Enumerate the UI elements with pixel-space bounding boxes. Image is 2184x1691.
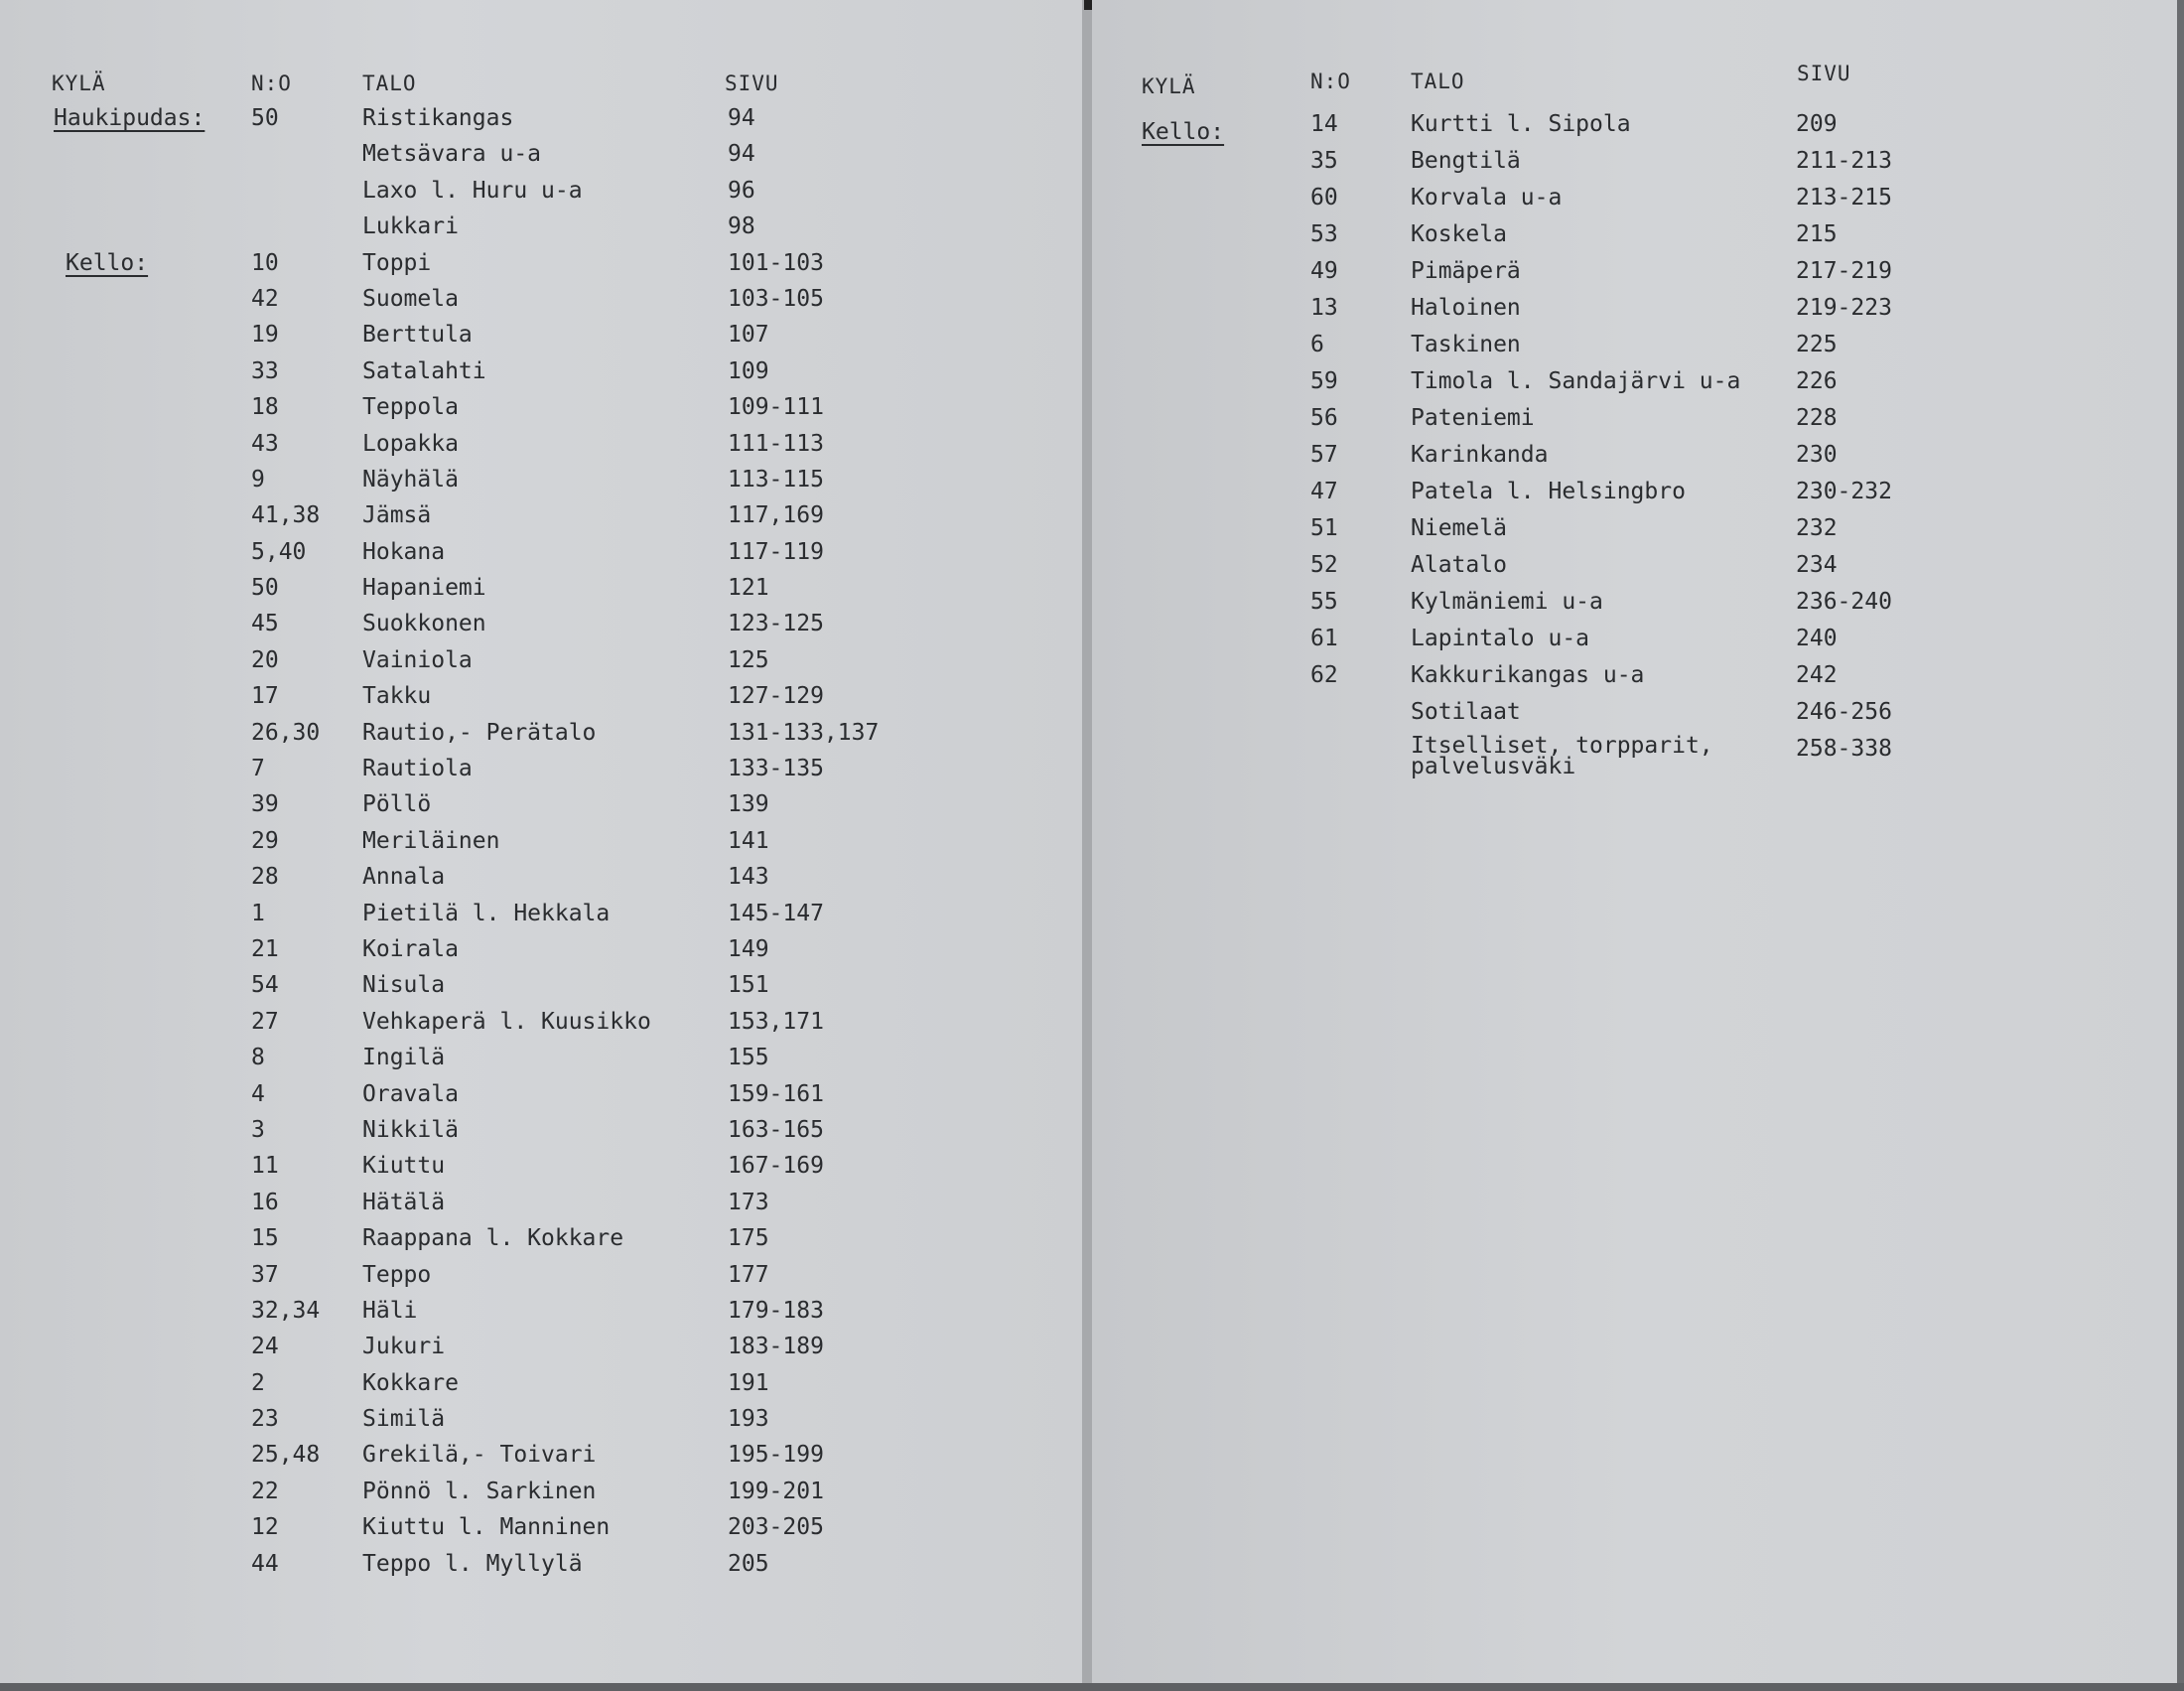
row-number: 6 (1310, 332, 1324, 357)
row-talo: Grekilä,- Toivari (362, 1442, 597, 1469)
row-sivu: 111-113 (728, 430, 824, 457)
header-no: N:O (1310, 70, 1351, 93)
index-row (251, 1370, 887, 1406)
row-number: 9 (251, 466, 265, 493)
row-sivu: 203-205 (728, 1514, 824, 1541)
row-talo: Pateniemi (1411, 405, 1535, 431)
row-talo: Karinkanda (1411, 442, 1549, 468)
row-number: 10 (251, 249, 279, 276)
row-sivu: 228 (1796, 405, 1838, 431)
index-row (1310, 368, 2005, 405)
index-table-right (1310, 111, 2005, 787)
row-sivu: 103-105 (728, 285, 824, 312)
index-row (251, 1045, 887, 1080)
row-talo: Koirala (362, 935, 459, 962)
row-talo: Timola l. Sandajärvi u-a (1411, 368, 1741, 394)
row-talo: Lapintalo u-a (1411, 626, 1590, 651)
row-talo: Taskinen (1411, 332, 1521, 357)
index-row (251, 358, 887, 394)
index-row (251, 1081, 887, 1117)
index-row (1310, 111, 2005, 148)
row-talo: Similä (362, 1406, 446, 1433)
index-row (251, 539, 887, 575)
row-sivu: 195-199 (728, 1442, 824, 1469)
row-number: 19 (251, 322, 279, 349)
index-row (1310, 295, 2005, 332)
row-number: 43 (251, 430, 279, 457)
index-row (251, 1551, 887, 1587)
row-sivu: 167-169 (728, 1153, 824, 1180)
left-page (0, 0, 1084, 1691)
row-number: 7 (251, 756, 265, 782)
header-sivu: SIVU (1797, 62, 1851, 85)
index-row (251, 502, 887, 538)
index-row (1310, 479, 2005, 515)
row-sivu: 246-256 (1796, 699, 1892, 725)
row-sivu: 109 (728, 357, 769, 384)
row-sivu: 236-240 (1796, 589, 1892, 615)
row-talo: Hokana (362, 538, 446, 565)
index-row (251, 864, 887, 900)
row-talo: Oravala (362, 1080, 459, 1107)
row-sivu: 101-103 (728, 249, 824, 276)
row-talo: Vehkaperä l. Kuusikko (362, 1008, 651, 1035)
index-row (251, 1442, 887, 1478)
row-number: 18 (251, 394, 279, 421)
row-number: 45 (251, 611, 279, 637)
village-haukipudas: Haukipudas: (54, 105, 205, 131)
row-number: 53 (1310, 221, 1338, 247)
index-row (1310, 185, 2005, 221)
row-number: 55 (1310, 589, 1338, 615)
row-number: 56 (1310, 405, 1338, 431)
row-number: 39 (251, 791, 279, 818)
row-number: 47 (1310, 479, 1338, 504)
row-talo: Teppo l. Myllylä (362, 1550, 583, 1577)
index-row (251, 250, 887, 286)
row-sivu: 117-119 (728, 538, 824, 565)
index-row (251, 756, 887, 791)
row-number: 51 (1310, 515, 1338, 541)
index-row (251, 791, 887, 827)
row-talo: Suomela (362, 285, 459, 312)
index-row (1310, 221, 2005, 258)
index-row (251, 1262, 887, 1298)
row-number: 29 (251, 827, 279, 854)
index-row (251, 431, 887, 467)
row-sivu: 179-183 (728, 1297, 824, 1324)
index-row (251, 683, 887, 719)
index-row (251, 901, 887, 936)
index-row (251, 178, 887, 213)
row-sivu: 177 (728, 1261, 769, 1288)
index-row (1310, 258, 2005, 295)
row-sivu: 107 (728, 322, 769, 349)
row-sivu: 199-201 (728, 1478, 824, 1504)
index-row (251, 575, 887, 611)
index-row (251, 936, 887, 972)
row-talo: Kakkurikangas u-a (1411, 662, 1645, 688)
row-talo: Rautiola (362, 756, 473, 782)
index-row (251, 647, 887, 683)
row-number: 5,40 (251, 538, 307, 565)
row-sivu: 193 (728, 1406, 769, 1433)
index-row (251, 1190, 887, 1225)
row-talo: Pimäperä (1411, 258, 1521, 284)
index-row (251, 1334, 887, 1369)
row-sivu: 98 (728, 213, 755, 240)
index-row (1310, 699, 2005, 736)
row-talo: Niemelä (1411, 515, 1507, 541)
row-talo: Metsävara u-a (362, 141, 542, 168)
row-number: 27 (251, 1008, 279, 1035)
row-sivu: 159-161 (728, 1080, 824, 1107)
row-sivu: 125 (728, 646, 769, 673)
index-row (1310, 515, 2005, 552)
row-talo: Pöllö (362, 791, 432, 818)
header-talo: TALO (1411, 70, 1465, 93)
row-sivu: 145-147 (728, 900, 824, 926)
row-sivu: 139 (728, 791, 769, 818)
index-row (251, 105, 887, 141)
row-sivu: 141 (728, 827, 769, 854)
row-sivu: 96 (728, 177, 755, 204)
index-row (251, 611, 887, 646)
row-sivu: 123-125 (728, 611, 824, 637)
spine-mark (1084, 0, 1092, 10)
row-talo: Alatalo (1411, 552, 1507, 578)
row-sivu: 217-219 (1796, 258, 1892, 284)
header-sivu: SIVU (725, 71, 779, 95)
index-row (251, 394, 887, 430)
row-number: 3 (251, 1116, 265, 1143)
row-sivu: 242 (1796, 662, 1838, 688)
row-sivu: 205 (728, 1550, 769, 1577)
row-number: 61 (1310, 626, 1338, 651)
index-row (1310, 733, 2005, 787)
row-talo: Meriläinen (362, 827, 500, 854)
index-row (251, 720, 887, 756)
row-sivu: 234 (1796, 552, 1838, 578)
row-sivu: 127-129 (728, 683, 824, 710)
index-row (1310, 332, 2005, 368)
row-number: 41,38 (251, 502, 321, 529)
row-sivu: 230-232 (1796, 479, 1892, 504)
row-sivu: 143 (728, 864, 769, 891)
row-number: 62 (1310, 662, 1338, 688)
row-number: 33 (251, 357, 279, 384)
village-kello: Kello: (1142, 119, 1225, 145)
index-row (251, 286, 887, 322)
row-talo: Ristikangas (362, 105, 514, 131)
right-page (1092, 0, 2184, 1691)
row-talo: Nikkilä (362, 1116, 459, 1143)
row-number: 32,34 (251, 1297, 321, 1324)
row-talo: Takku (362, 683, 432, 710)
row-number: 25,48 (251, 1442, 321, 1469)
row-talo: Kylmäniemi u-a (1411, 589, 1603, 615)
row-talo: Korvala u-a (1411, 185, 1563, 211)
index-row (251, 1514, 887, 1550)
row-number: 17 (251, 683, 279, 710)
index-row (251, 1009, 887, 1045)
row-talo: Sotilaat (1411, 699, 1521, 725)
index-row (251, 213, 887, 249)
index-row (1310, 148, 2005, 185)
index-row (251, 322, 887, 357)
row-talo: Suokkonen (362, 611, 486, 637)
row-talo: Lukkari (362, 213, 459, 240)
index-row (1310, 552, 2005, 589)
index-row (1310, 405, 2005, 442)
row-number: 60 (1310, 185, 1338, 211)
row-number: 49 (1310, 258, 1338, 284)
row-talo: Annala (362, 864, 446, 891)
row-number: 2 (251, 1369, 265, 1396)
row-sivu: 258-338 (1796, 736, 1892, 762)
row-talo: Itselliset, torpparit, palvelusväki (1411, 733, 1713, 779)
index-row (251, 1479, 887, 1514)
row-sivu: 163-165 (728, 1116, 824, 1143)
row-number: 13 (1310, 295, 1338, 321)
row-sivu: 113-115 (728, 466, 824, 493)
row-talo: Hapaniemi (362, 575, 486, 602)
index-row (1310, 626, 2005, 662)
row-talo: Kiuttu l. Manninen (362, 1514, 611, 1541)
row-number: 8 (251, 1045, 265, 1071)
row-number: 35 (1310, 148, 1338, 174)
row-number: 44 (251, 1550, 279, 1577)
row-talo: Haloinen (1411, 295, 1521, 321)
row-talo: Hätälä (362, 1189, 446, 1215)
row-talo: Satalahti (362, 357, 486, 384)
row-sivu: 109-111 (728, 394, 824, 421)
row-talo: Ingilä (362, 1045, 446, 1071)
row-number: 4 (251, 1080, 265, 1107)
row-talo: Laxo l. Huru u-a (362, 177, 583, 204)
row-sivu: 215 (1796, 221, 1838, 247)
row-sivu: 153,171 (728, 1008, 824, 1035)
index-row (1310, 442, 2005, 479)
row-number: 11 (251, 1153, 279, 1180)
row-number: 14 (1310, 111, 1338, 137)
row-number: 21 (251, 935, 279, 962)
row-talo: Kokkare (362, 1369, 459, 1396)
row-talo: Jämsä (362, 502, 432, 529)
row-number: 23 (251, 1406, 279, 1433)
row-number: 54 (251, 972, 279, 999)
row-sivu: 219-223 (1796, 295, 1892, 321)
row-talo: Raappana l. Kokkare (362, 1225, 624, 1252)
row-sivu: 173 (728, 1189, 769, 1215)
row-number: 24 (251, 1334, 279, 1360)
index-row (251, 1117, 887, 1153)
row-number: 50 (251, 575, 279, 602)
row-talo: Teppo (362, 1261, 432, 1288)
row-sivu: 149 (728, 935, 769, 962)
row-talo: Vainiola (362, 646, 473, 673)
row-sivu: 211-213 (1796, 148, 1892, 174)
row-talo: Pietilä l. Hekkala (362, 900, 611, 926)
index-table-left (251, 105, 887, 1587)
row-sivu: 183-189 (728, 1334, 824, 1360)
row-number: 42 (251, 285, 279, 312)
row-talo: Lopakka (362, 430, 459, 457)
row-number: 52 (1310, 552, 1338, 578)
row-talo: Teppola (362, 394, 459, 421)
row-number: 26,30 (251, 719, 321, 746)
row-talo: Berttula (362, 322, 473, 349)
index-row (251, 972, 887, 1008)
row-number: 15 (251, 1225, 279, 1252)
row-sivu: 213-215 (1796, 185, 1892, 211)
row-number: 59 (1310, 368, 1338, 394)
row-number: 1 (251, 900, 265, 926)
row-number: 12 (251, 1514, 279, 1541)
row-number: 16 (251, 1189, 279, 1215)
scan-bottom-edge (0, 1683, 2184, 1691)
row-sivu: 175 (728, 1225, 769, 1252)
row-talo: Nisula (362, 972, 446, 999)
row-talo: Toppi (362, 249, 432, 276)
header-talo: TALO (362, 71, 417, 95)
row-sivu: 117,169 (728, 502, 824, 529)
row-talo: Koskela (1411, 221, 1507, 247)
row-talo: Näyhälä (362, 466, 459, 493)
row-talo: Patela l. Helsingbro (1411, 479, 1686, 504)
row-sivu: 133-135 (728, 756, 824, 782)
header-kyla: KYLÄ (52, 71, 106, 95)
row-sivu: 191 (728, 1369, 769, 1396)
index-row (251, 1153, 887, 1189)
row-number: 22 (251, 1478, 279, 1504)
row-sivu: 121 (728, 575, 769, 602)
row-sivu: 94 (728, 105, 755, 131)
row-talo: Kiuttu (362, 1153, 446, 1180)
index-row (1310, 662, 2005, 699)
row-sivu: 94 (728, 141, 755, 168)
header-kyla: KYLÄ (1142, 74, 1196, 98)
row-sivu: 155 (728, 1045, 769, 1071)
index-row (251, 1406, 887, 1442)
row-number: 20 (251, 646, 279, 673)
index-row (251, 1298, 887, 1334)
row-number: 37 (251, 1261, 279, 1288)
row-sivu: 151 (728, 972, 769, 999)
header-no: N:O (251, 71, 292, 95)
row-sivu: 225 (1796, 332, 1838, 357)
scan-right-edge (2177, 0, 2184, 1691)
row-number: 28 (251, 864, 279, 891)
row-talo: Pönnö l. Sarkinen (362, 1478, 597, 1504)
row-talo: Häli (362, 1297, 418, 1324)
row-sivu: 209 (1796, 111, 1838, 137)
index-row (1310, 589, 2005, 626)
row-talo: Rautio,- Perätalo (362, 719, 597, 746)
index-row (251, 467, 887, 502)
row-sivu: 226 (1796, 368, 1838, 394)
row-number: 50 (251, 105, 279, 131)
index-row (251, 141, 887, 177)
village-kello: Kello: (66, 250, 149, 276)
row-number: 57 (1310, 442, 1338, 468)
row-sivu: 230 (1796, 442, 1838, 468)
index-row (251, 1225, 887, 1261)
row-talo: Kurtti l. Sipola (1411, 111, 1631, 137)
row-sivu: 131-133,137 (728, 719, 880, 746)
index-row (251, 828, 887, 864)
row-sivu: 240 (1796, 626, 1838, 651)
row-talo: Jukuri (362, 1334, 446, 1360)
row-talo: Bengtilä (1411, 148, 1521, 174)
row-sivu: 232 (1796, 515, 1838, 541)
